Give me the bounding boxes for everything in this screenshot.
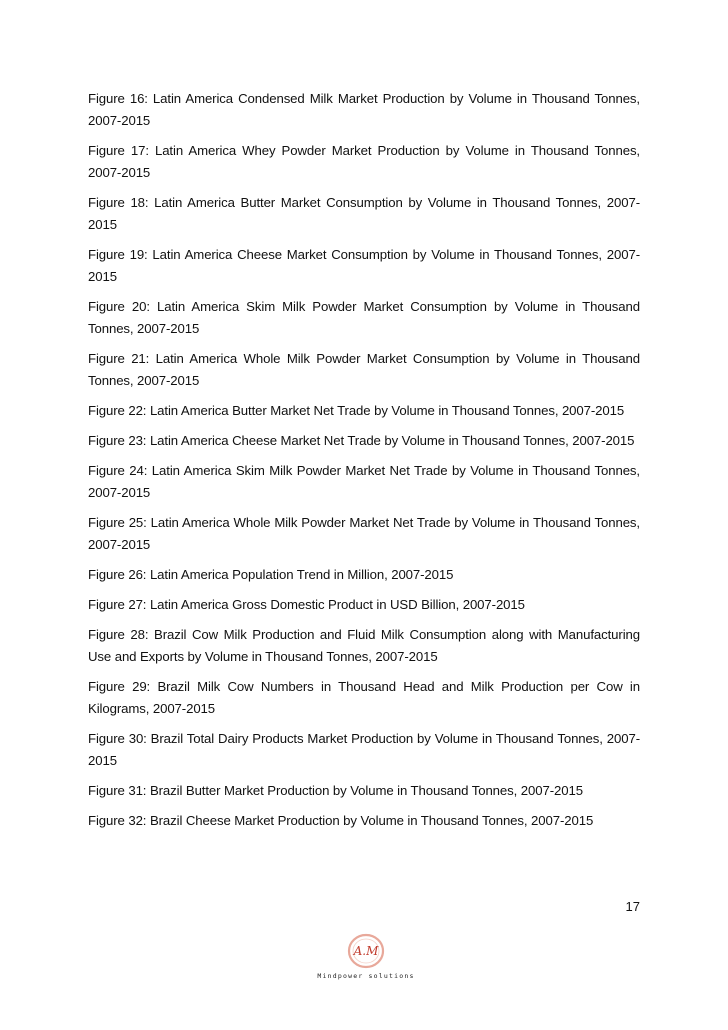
figure-entry-20: Figure 20: Latin America Skim Milk Powder Market Consumption by Volume in Thousand Tonnes, 2007-2015	[88, 299, 640, 336]
figure-entry-21: Figure 21: Latin America Whole Milk Powder Market Consumption by Volume in Thousand Tonnes, 2007-2015	[88, 351, 640, 388]
figure-entry-29: Figure 29: Brazil Milk Cow Numbers in Thousand Head and Milk Production per Cow in Kilograms, 2007-2015	[88, 679, 640, 716]
figure-entry-31: Figure 31: Brazil Butter Market Production by Volume in Thousand Tonnes, 2007-2015	[88, 783, 583, 798]
figure-entry-17: Figure 17: Latin America Whey Powder Market Production by Volume in Thousand Tonnes, 2007-2015	[88, 143, 640, 180]
figure-entry-30: Figure 30: Brazil Total Dairy Products Market Production by Volume in Thousand Tonnes, 2007-2015	[88, 731, 640, 768]
logo-mark-text: A.M	[353, 944, 379, 958]
figure-entry-26: Figure 26: Latin America Population Trend in Million, 2007-2015	[88, 567, 454, 582]
company-logo	[316, 932, 416, 992]
figure-entry-18: Figure 18: Latin America Butter Market Consumption by Volume in Thousand Tonnes, 2007-2015	[88, 195, 640, 232]
list-of-figures	[88, 88, 640, 840]
company-name: Mindpower solutions	[317, 972, 415, 980]
figure-entry-25: Figure 25: Latin America Whole Milk Powder Market Net Trade by Volume in Thousand Tonnes, 2007-2015	[88, 515, 640, 552]
figure-entry-27: Figure 27: Latin America Gross Domestic Product in USD Billion, 2007-2015	[88, 597, 525, 612]
figure-entry-16: Figure 16: Latin America Condensed Milk Market Production by Volume in Thousand Tonnes, 2007-2015	[88, 91, 640, 128]
logo-mark-icon	[341, 932, 391, 974]
page-number: 17	[625, 899, 640, 914]
figure-entry-24: Figure 24: Latin America Skim Milk Powder Market Net Trade by Volume in Thousand Tonnes, 2007-2015	[88, 463, 640, 500]
figure-entry-19: Figure 19: Latin America Cheese Market Consumption by Volume in Thousand Tonnes, 2007-2015	[88, 247, 640, 284]
figure-entry-28: Figure 28: Brazil Cow Milk Production and Fluid Milk Consumption along with Manufacturing Use and Exports by Volume in Thousand Tonnes, 2007-2015	[88, 627, 640, 664]
figure-entry-22: Figure 22: Latin America Butter Market Net Trade by Volume in Thousand Tonnes, 2007-2015	[88, 403, 625, 418]
figure-entry-23: Figure 23: Latin America Cheese Market Net Trade by Volume in Thousand Tonnes, 2007-2015	[88, 433, 635, 448]
figure-entry-32: Figure 32: Brazil Cheese Market Production by Volume in Thousand Tonnes, 2007-2015	[88, 813, 594, 828]
